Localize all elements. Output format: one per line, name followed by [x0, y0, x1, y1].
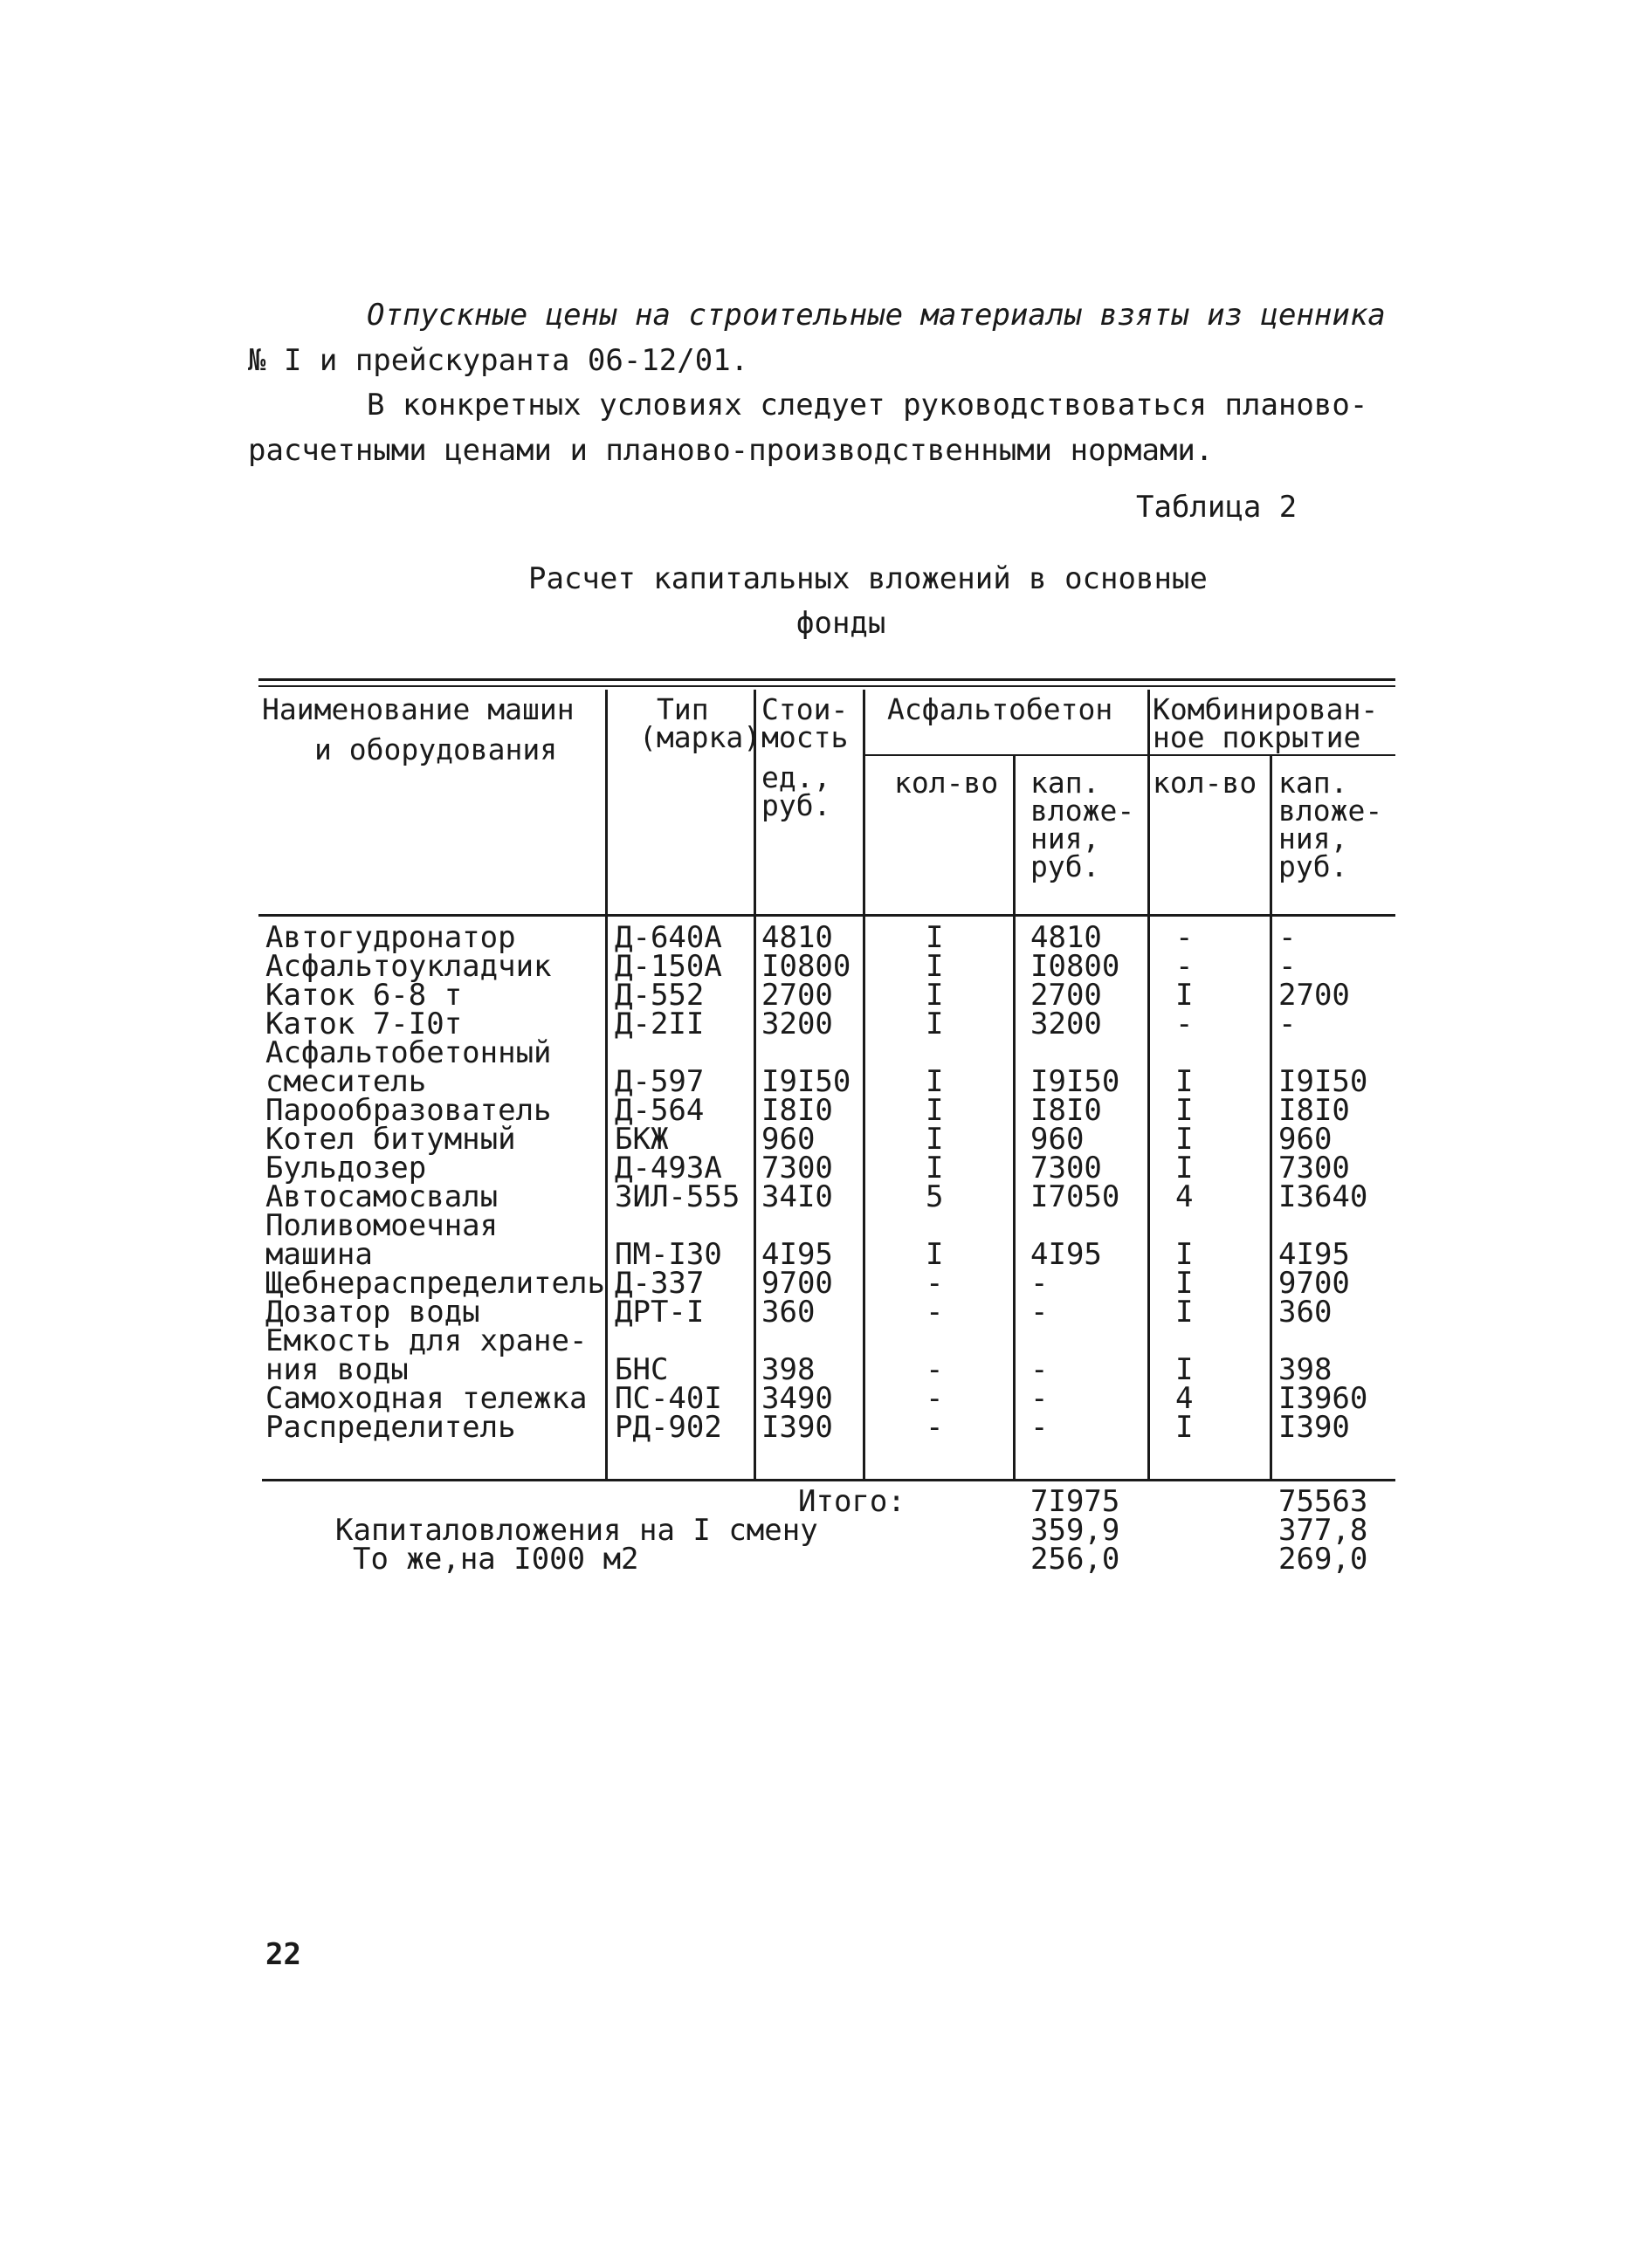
row-name: Распределитель: [265, 1410, 516, 1445]
row-combined-cap: I8I0: [1278, 1093, 1350, 1128]
row-type: Д-640А: [615, 920, 722, 955]
header-combined-cap-3: ния,: [1278, 821, 1348, 856]
row-name: Дозатор воды: [265, 1295, 480, 1330]
header-combined-2: ное покрытие: [1153, 720, 1361, 754]
row-combined-cap: 2700: [1278, 978, 1350, 1013]
row-asphalt-qty: I: [926, 1093, 944, 1128]
row-combined-qty: 4: [1175, 1381, 1194, 1416]
row-type: ДРТ-I: [615, 1295, 705, 1330]
row-combined-qty: I: [1175, 1237, 1194, 1272]
table-top-rule: [258, 678, 1395, 681]
row-asphalt-qty: I: [926, 920, 944, 955]
row-asphalt-qty: I: [926, 1237, 944, 1272]
per-1000-asphalt: 256,0: [1030, 1542, 1120, 1577]
row-name: Каток 7-I0т: [265, 1007, 463, 1041]
row-asphalt-qty: I: [926, 949, 944, 984]
row-combined-qty: I: [1175, 1093, 1194, 1128]
row-name: Каток 6-8 т: [265, 978, 463, 1013]
row-combined-cap: 398: [1278, 1352, 1333, 1387]
header-combined-cap-1: кап.: [1278, 766, 1348, 800]
row-cost: 4810: [761, 920, 833, 955]
row-asphalt-qty: -: [926, 1381, 944, 1416]
intro-line-1: Отпускные цены на строительные материалы взяты из ценника: [367, 298, 1386, 333]
row-asphalt-cap: I9I50: [1030, 1064, 1120, 1099]
row-combined-cap: 9700: [1278, 1266, 1350, 1301]
row-combined-qty: I: [1175, 1295, 1194, 1330]
row-asphalt-qty: -: [926, 1295, 944, 1330]
row-type: ЗИЛ-555: [615, 1179, 740, 1214]
table-top-rule-2: [258, 685, 1395, 687]
row-type: Д-150А: [615, 949, 722, 984]
per-shift-label: Капиталовложения на I смену: [335, 1513, 818, 1548]
row-asphalt-cap: 960: [1030, 1122, 1085, 1157]
row-type: Д-493А: [615, 1151, 722, 1186]
header-type-1: Тип: [657, 692, 709, 726]
row-combined-cap: 960: [1278, 1122, 1333, 1157]
row-asphalt-qty: -: [926, 1352, 944, 1387]
row-cost: 34I0: [761, 1179, 833, 1214]
row-name: ния воды: [265, 1352, 409, 1387]
row-combined-cap: I3960: [1278, 1381, 1368, 1416]
header-combined-qty: кол-во: [1153, 766, 1257, 800]
row-combined-cap: -: [1278, 949, 1297, 984]
row-combined-cap: -: [1278, 920, 1297, 955]
total-asphalt: 7I975: [1030, 1484, 1120, 1519]
row-cost: 2700: [761, 978, 833, 1013]
row-type: Д-564: [615, 1093, 705, 1128]
row-combined-qty: I: [1175, 1064, 1194, 1099]
header-asphalt-cap-3: ния,: [1030, 821, 1100, 856]
row-asphalt-cap: 4810: [1030, 920, 1102, 955]
row-cost: 3200: [761, 1007, 833, 1041]
row-cost: 9700: [761, 1266, 833, 1301]
row-combined-qty: -: [1175, 949, 1194, 984]
row-asphalt-cap: 2700: [1030, 978, 1102, 1013]
header-cost-2: мость: [761, 720, 849, 754]
row-combined-qty: I: [1175, 1266, 1194, 1301]
row-cost: 3490: [761, 1381, 833, 1416]
row-type: РД-902: [615, 1410, 722, 1445]
row-asphalt-qty: I: [926, 1122, 944, 1157]
row-asphalt-cap: -: [1030, 1410, 1049, 1445]
row-asphalt-qty: I: [926, 1007, 944, 1041]
row-asphalt-qty: I: [926, 1151, 944, 1186]
per-1000-label: То же,на I000 м2: [353, 1542, 639, 1577]
row-type: БКЖ: [615, 1122, 669, 1157]
header-cost-3: ед.,: [761, 760, 831, 794]
row-name: Автосамосвалы: [265, 1179, 499, 1214]
row-name: Щебнераспределитель: [265, 1266, 605, 1301]
row-asphalt-cap: I8I0: [1030, 1093, 1102, 1128]
header-asphalt-cap-2: вложе-: [1030, 794, 1135, 828]
row-asphalt-cap: 3200: [1030, 1007, 1102, 1041]
row-asphalt-cap: I7050: [1030, 1179, 1120, 1214]
row-cost: I8I0: [761, 1093, 833, 1128]
row-combined-cap: 4I95: [1278, 1237, 1350, 1272]
col-rule-2: [754, 690, 756, 1479]
subheader-rule: [864, 754, 1395, 756]
row-asphalt-cap: -: [1030, 1352, 1049, 1387]
header-type-2: (марка): [639, 720, 761, 754]
row-asphalt-cap: -: [1030, 1266, 1049, 1301]
header-asphalt-cap-1: кап.: [1030, 766, 1100, 800]
row-combined-qty: -: [1175, 920, 1194, 955]
row-type: Д-2II: [615, 1007, 705, 1041]
header-asphalt: Асфальтобетон: [887, 692, 1113, 726]
row-name: Котел битумный: [265, 1122, 516, 1157]
row-name: Емкость для хране-: [265, 1323, 588, 1358]
total-combined: 75563: [1278, 1484, 1368, 1519]
col-rule-3: [863, 690, 865, 1479]
header-combined-1: Комбинирован-: [1153, 692, 1379, 726]
header-name-2: и оборудования: [314, 732, 558, 766]
row-cost: I9I50: [761, 1064, 851, 1099]
row-combined-qty: -: [1175, 1007, 1194, 1041]
row-type: ПС-40I: [615, 1381, 722, 1416]
row-asphalt-qty: 5: [926, 1179, 944, 1214]
row-combined-qty: 4: [1175, 1179, 1194, 1214]
col-rule-4: [1013, 756, 1016, 1479]
row-combined-cap: 7300: [1278, 1151, 1350, 1186]
row-cost: 360: [761, 1295, 816, 1330]
total-label: Итого:: [798, 1484, 906, 1519]
per-1000-combined: 269,0: [1278, 1542, 1368, 1577]
row-asphalt-cap: -: [1030, 1295, 1049, 1330]
table-label: Таблица 2: [1136, 490, 1298, 525]
row-cost: 960: [761, 1122, 816, 1157]
row-name: Парообразователь: [265, 1093, 552, 1128]
row-name: смеситель: [265, 1064, 427, 1099]
row-combined-cap: I9I50: [1278, 1064, 1368, 1099]
row-asphalt-cap: I0800: [1030, 949, 1120, 984]
header-bottom-rule: [258, 914, 1395, 917]
table-title-line-2: фонды: [796, 606, 886, 641]
table-bottom-rule: [262, 1479, 1395, 1481]
row-cost: 7300: [761, 1151, 833, 1186]
row-name: Самоходная тележка: [265, 1381, 588, 1416]
per-shift-asphalt: 359,9: [1030, 1513, 1120, 1548]
header-cost-4: руб.: [761, 788, 831, 822]
row-cost: I390: [761, 1410, 833, 1445]
intro-line-2: № I и прейскуранта 06-12/01.: [248, 343, 749, 378]
row-combined-qty: I: [1175, 1122, 1194, 1157]
intro-line-3: В конкретных условиях следует руководствоваться планово-: [367, 388, 1368, 423]
row-type: ПМ-I30: [615, 1237, 722, 1272]
row-asphalt-qty: I: [926, 1064, 944, 1099]
row-cost: I0800: [761, 949, 851, 984]
table-title-line-1: Расчет капитальных вложений в основные: [528, 561, 1208, 596]
row-combined-cap: I390: [1278, 1410, 1350, 1445]
per-shift-combined: 377,8: [1278, 1513, 1368, 1548]
row-cost: 4I95: [761, 1237, 833, 1272]
row-combined-qty: I: [1175, 978, 1194, 1013]
row-name: Асфальтобетонный: [265, 1035, 552, 1070]
header-cost-1: Стои-: [761, 692, 849, 726]
row-combined-qty: I: [1175, 1352, 1194, 1387]
header-asphalt-qty: кол-во: [894, 766, 999, 800]
col-rule-5: [1147, 690, 1150, 1479]
row-asphalt-cap: 7300: [1030, 1151, 1102, 1186]
header-combined-cap-4: руб.: [1278, 849, 1348, 883]
row-type: БНС: [615, 1352, 669, 1387]
col-rule-1: [605, 690, 608, 1479]
row-asphalt-cap: -: [1030, 1381, 1049, 1416]
row-name: Автогудронатор: [265, 920, 516, 955]
header-asphalt-cap-4: руб.: [1030, 849, 1100, 883]
row-combined-cap: -: [1278, 1007, 1297, 1041]
row-combined-cap: I3640: [1278, 1179, 1368, 1214]
header-combined-cap-2: вложе-: [1278, 794, 1383, 828]
row-combined-qty: I: [1175, 1151, 1194, 1186]
intro-line-4: расчетными ценами и планово-производственными нормами.: [248, 433, 1214, 468]
row-name: машина: [265, 1237, 373, 1272]
header-name-1: Наименование машин: [262, 692, 575, 726]
row-asphalt-qty: -: [926, 1410, 944, 1445]
row-asphalt-qty: -: [926, 1266, 944, 1301]
row-combined-qty: I: [1175, 1410, 1194, 1445]
row-name: Поливомоечная: [265, 1208, 499, 1243]
row-type: Д-552: [615, 978, 705, 1013]
row-type: Д-597: [615, 1064, 705, 1099]
col-rule-6: [1270, 756, 1272, 1479]
row-name: Асфальтоукладчик: [265, 949, 552, 984]
row-combined-cap: 360: [1278, 1295, 1333, 1330]
row-asphalt-cap: 4I95: [1030, 1237, 1102, 1272]
row-cost: 398: [761, 1352, 816, 1387]
page-number: 22: [265, 1937, 301, 1972]
row-asphalt-qty: I: [926, 978, 944, 1013]
row-type: Д-337: [615, 1266, 705, 1301]
row-name: Бульдозер: [265, 1151, 427, 1186]
